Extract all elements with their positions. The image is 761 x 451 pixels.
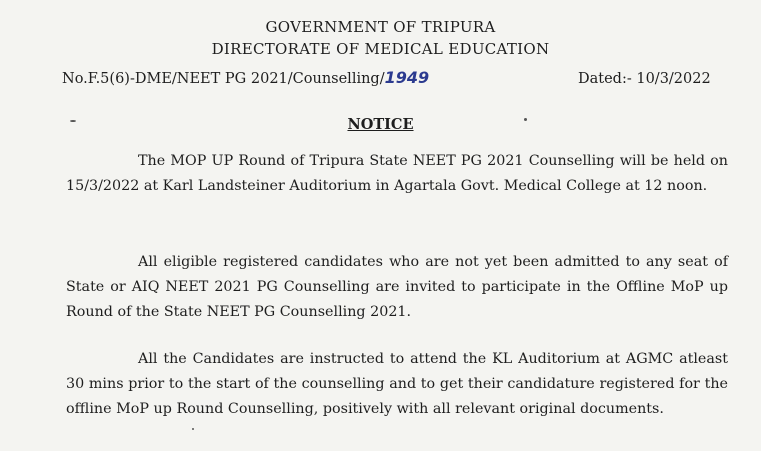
notice-paragraph-1: The MOP UP Round of Tripura State NEET PG 2021 Counselling will be held on 15/3/2022 at Karl Landsteiner Auditorium in Agartala Govt. Medical College at 12 noon.	[66, 153, 728, 194]
reference-prefix: No.F.5(6)-DME/NEET PG 2021/Counselling/	[62, 71, 385, 87]
notice-paragraph-2: All eligible registered candidates who are not yet been admitted to any seat of State or AIQ NEET 2021 PG Counselling are invited to participate in the Offline MoP up Round of the State NEET PG Counselling 2021.	[66, 254, 728, 320]
notice-paragraph-3: All the Candidates are instructed to attend the KL Auditorium at AGMC atleast 30 mins prior to the start of the counselling and to get their candidature registered for the offline MoP up Round Counselling, positively with all relevant original documents.	[66, 351, 728, 417]
scan-speck	[524, 118, 527, 121]
directorate-header: DIRECTORATE OF MEDICAL EDUCATION	[211, 40, 550, 58]
government-header: GOVERNMENT OF TRIPURA	[265, 18, 496, 36]
scan-speck	[70, 120, 76, 122]
scan-speck	[192, 428, 194, 430]
handwritten-number: 1949	[384, 68, 430, 87]
reference-number	[62, 68, 429, 87]
date-line: Dated:- 10/3/2022	[578, 71, 711, 87]
notice-title: NOTICE	[347, 116, 414, 133]
